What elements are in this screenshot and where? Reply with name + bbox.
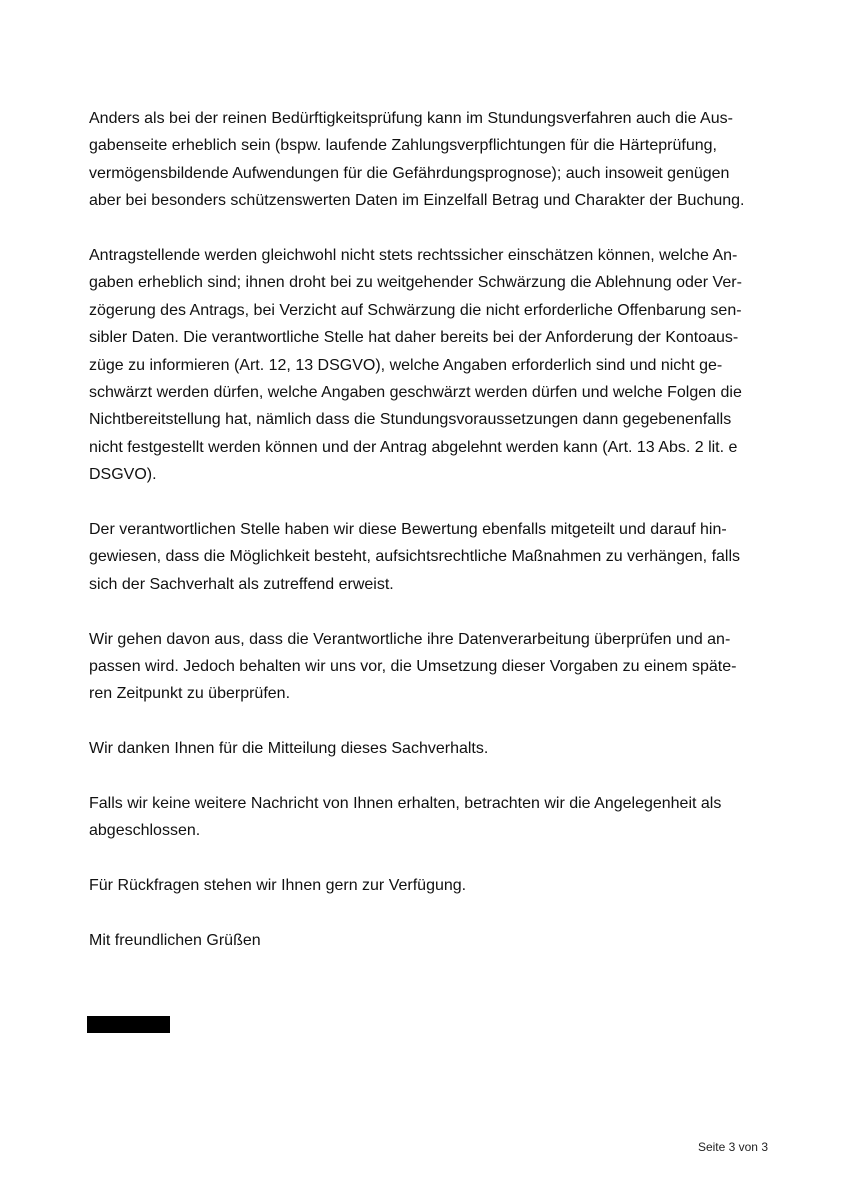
- text-line: schwärzt werden dürfen, welche Angaben geschwärzt werden dürfen und welche Folgen die: [89, 384, 742, 402]
- text-line: zögerung des Antrags, bei Verzicht auf Schwärzung die nicht erforderliche Offenbarung sen-: [89, 301, 742, 319]
- paragraph-review: [89, 626, 769, 708]
- text-line: sibler Daten. Die verantwortliche Stelle hat daher bereits bei der Anforderung der Kontoaus-: [89, 329, 739, 347]
- text-line: Nichtbereitstellung hat, nämlich dass die Stundungsvoraussetzungen dann gegebenenfalls: [89, 411, 732, 429]
- text-line: Anders als bei der reinen Bedürftigkeitsprüfung kann im Stundungsverfahren auch die Aus-: [89, 110, 733, 127]
- text-line: nicht festgestellt werden können und der Antrag abgelehnt werden kann (Art. 13 Abs. 2 lit. e: [89, 438, 738, 456]
- text-line: abgeschlossen.: [89, 822, 201, 840]
- page-number: Seite 3 von 3: [697, 1140, 768, 1154]
- paragraph-closing-matter: [89, 790, 769, 845]
- text-line: ren Zeitpunkt zu überprüfen.: [89, 685, 291, 703]
- text-line: gaben erheblich sind; ihnen droht bei zu weitgehender Schwärzung die Ablehnung oder Ver-: [89, 274, 742, 292]
- paragraph-notification: [89, 516, 769, 598]
- paragraph-thanks: [89, 735, 769, 762]
- paragraph-expenditure-side: [89, 105, 769, 215]
- text-line: gewiesen, dass die Möglichkeit besteht, aufsichtsrechtliche Maßnahmen zu verhängen, falls: [89, 548, 741, 566]
- paragraph-information-duty: [89, 242, 769, 489]
- text-line: Mit freundlichen Grüßen: [89, 932, 261, 950]
- text-line: züge zu informieren (Art. 12, 13 DSGVO), welche Angaben erforderlich sind und nicht ge-: [89, 356, 723, 374]
- closing-salutation: [89, 927, 769, 954]
- text-line: vermögensbildende Aufwendungen für die Gefährdungsprognose); auch insoweit genügen: [89, 164, 730, 182]
- text-line: Wir danken Ihnen für die Mitteilung dieses Sachverhalts.: [89, 740, 489, 758]
- redacted-signature: [87, 1016, 170, 1033]
- text-line: Falls wir keine weitere Nachricht von Ihnen erhalten, betrachten wir die Angelegenheit als: [89, 795, 722, 813]
- text-line: sich der Sachverhalt als zutreffend erweist.: [89, 575, 394, 593]
- text-line: Der verantwortlichen Stelle haben wir diese Bewertung ebenfalls mitgeteilt und darauf hin-: [89, 521, 727, 539]
- text-line: Antragstellende werden gleichwohl nicht stets rechtssicher einschätzen können, welche An-: [89, 247, 738, 265]
- text-line: Wir gehen davon aus, dass die Verantwortliche ihre Datenverarbeitung überprüfen und an-: [89, 630, 731, 648]
- text-line: passen wird. Jedoch behalten wir uns vor, die Umsetzung dieser Vorgaben zu einem späte-: [89, 658, 737, 676]
- text-line: aber bei besonders schützenswerten Daten im Einzelfall Betrag und Charakter der Buchung.: [89, 192, 745, 210]
- paragraph-questions: [89, 872, 769, 899]
- text-line: DSGVO).: [89, 466, 157, 484]
- text-line: gabenseite erheblich sein (bspw. laufende Zahlungsverpflichtungen für die Härteprüfung,: [89, 137, 717, 155]
- text-line: Für Rückfragen stehen wir Ihnen gern zur Verfügung.: [89, 877, 467, 895]
- letter-body: [89, 105, 769, 982]
